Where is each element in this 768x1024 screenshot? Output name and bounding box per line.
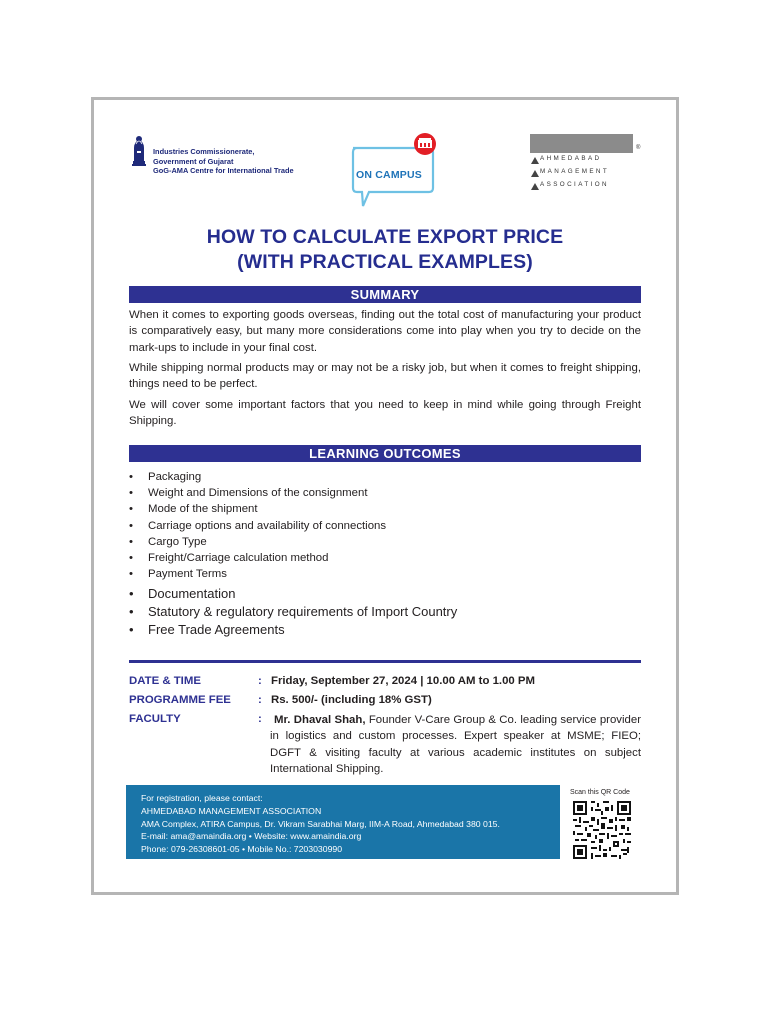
summary-paragraph-2: While shipping normal products may or may not be a risky job, but when it comes to freight shipping, things need to be perfect. bbox=[129, 362, 641, 391]
section-divider bbox=[129, 660, 641, 663]
contact-phone: Phone: 079-26308601-05 • Mobile No.: 7203030990 bbox=[141, 844, 343, 855]
contact-email-website[interactable]: E-mail: ama@amaindia.org • Website: www.amaindia.org bbox=[141, 831, 362, 842]
page-title-line-1: HOW TO CALCULATE EXPORT PRICE bbox=[206, 226, 564, 248]
ama-logo-bar bbox=[530, 134, 633, 153]
qr-code-icon[interactable] bbox=[572, 801, 632, 859]
contact-line-1: For registration, please contact: bbox=[141, 793, 263, 803]
learning-outcomes-heading: LEARNING OUTCOMES bbox=[129, 445, 641, 462]
faculty-name: Mr. Dhaval Shah, bbox=[274, 714, 366, 726]
fee-colon: : bbox=[258, 694, 262, 706]
flyer-frame bbox=[91, 97, 679, 895]
summary-heading: SUMMARY bbox=[129, 286, 641, 303]
ama-logo-mark bbox=[531, 157, 539, 164]
org-line-3: GoG-AMA Centre for International Trade bbox=[153, 166, 294, 176]
state-emblem-icon bbox=[130, 134, 148, 168]
organizer-block bbox=[153, 147, 294, 176]
faculty-colon: : bbox=[258, 713, 262, 725]
ama-logo-mark bbox=[531, 183, 539, 190]
list-item: • Carriage options and availability of connections bbox=[129, 519, 387, 532]
programme-fee-label: PROGRAMME FEE bbox=[129, 694, 231, 706]
ama-logo-line-1: AHMEDABAD bbox=[540, 155, 602, 162]
list-item: • Freight/Carriage calculation method bbox=[129, 551, 329, 564]
summary-paragraph-3: We will cover some important factors that you need to keep in mind while going through Freight Shipping. bbox=[129, 399, 641, 428]
registration-contact-box bbox=[126, 785, 560, 859]
list-item: • Packaging bbox=[129, 471, 202, 483]
date-time-value: Friday, September 27, 2024 | 10.00 AM to 1.00 PM bbox=[271, 675, 536, 687]
list-item: • Statutory & regulatory requirements of Import Country bbox=[129, 603, 458, 619]
qr-label: Scan this QR Code bbox=[570, 789, 630, 796]
summary-paragraph-1: When it comes to exporting goods overseas, finding out the total cost of manufacturing your product is comparatively easy, but many more considerations come into play when you try to decide on the mark-ups to include in your final cost. bbox=[129, 309, 641, 354]
list-item: • Free Trade Agreements bbox=[129, 622, 285, 637]
date-time-label: DATE & TIME bbox=[129, 675, 201, 687]
ama-logo-mark bbox=[531, 170, 539, 177]
list-item: • Mode of the shipment bbox=[129, 503, 258, 516]
faculty-label: FACULTY bbox=[129, 713, 181, 725]
on-campus-label: ON CAMPUS bbox=[356, 169, 422, 181]
list-item: • Payment Terms bbox=[129, 568, 227, 581]
programme-fee-value: Rs. 500/- (including 18% GST) bbox=[271, 694, 432, 706]
org-line-2: Government of Gujarat bbox=[153, 156, 234, 166]
faculty-bio: Founder V-Care Group & Co. leading service provider in logistics and custom processes. Expert speaker at MSME; FIEO; DGFT & visiting faculty at various academic institutes on subject International Shipping. bbox=[270, 714, 641, 776]
page-title-line-2: (WITH PRACTICAL EXAMPLES) bbox=[237, 251, 533, 273]
list-item: • Weight and Dimensions of the consignment bbox=[129, 487, 368, 500]
faculty-description bbox=[270, 712, 641, 778]
ama-logo-line-3: ASSOCIATION bbox=[540, 181, 609, 188]
list-item: • Documentation bbox=[129, 585, 236, 601]
list-item: • Cargo Type bbox=[129, 535, 207, 548]
contact-address: AMA Complex, ATIRA Campus, Dr. Vikram Sarabhai Marg, IIM-A Road, Ahmedabad 380 015. bbox=[141, 818, 500, 829]
contact-org: AHMEDABAD MANAGEMENT ASSOCIATION bbox=[141, 805, 322, 816]
org-line-1: Industries Commissionerate, bbox=[153, 147, 255, 156]
ama-logo-line-2: MANAGEMENT bbox=[540, 168, 610, 175]
ama-registered-mark: ® bbox=[636, 145, 641, 151]
learning-outcomes-list bbox=[129, 471, 641, 640]
date-colon: : bbox=[258, 675, 262, 687]
